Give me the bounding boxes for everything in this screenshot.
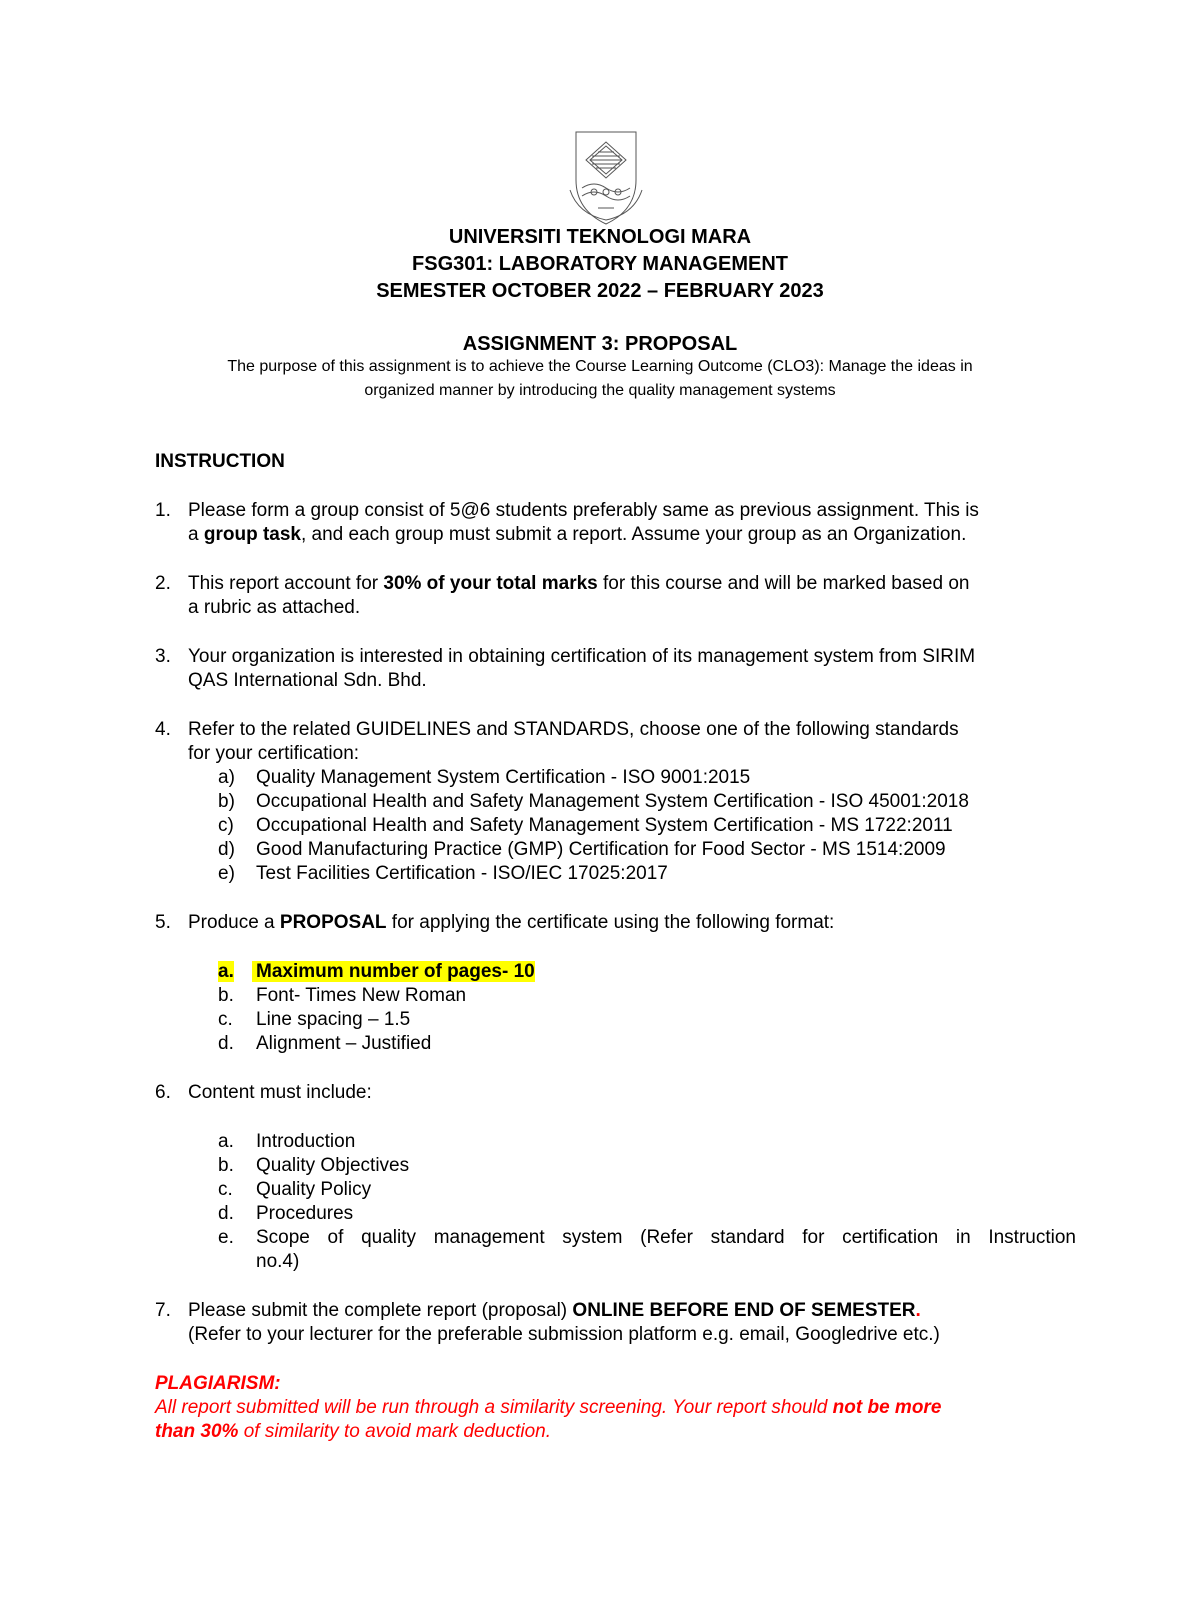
- course-title: FSG301: LABORATORY MANAGEMENT: [412, 253, 788, 275]
- item-7-line-2: (Refer to your lecturer for the preferable submission platform e.g. email, Googledrive etc.): [188, 1324, 940, 1345]
- item-6-sub-b-text: Quality Objectives: [256, 1155, 410, 1176]
- group-task-emphasis: group task: [203, 524, 301, 545]
- item-2-line-1: This report account for 30% of your total marks for this course and will be marked based on: [188, 573, 970, 594]
- item-6-sub-d-text: Procedures: [256, 1203, 354, 1224]
- item-5-line-1: Produce a PROPOSAL for applying the certificate using the following format:: [188, 912, 835, 933]
- item-2-number: 2.: [155, 573, 171, 594]
- item-4-sub-b-letter: b): [218, 791, 235, 812]
- item-4-sub-b-text: Occupational Health and Safety Management System Certification - ISO 45001:2018: [256, 791, 969, 812]
- item-4-sub-a-text: Quality Management System Certification - ISO 9001:2015: [256, 767, 751, 788]
- item-1-line-1: Please form a group consist of 5@6 students preferably same as previous assignment. This is: [188, 500, 979, 521]
- plagiarism-line-2: than 30% of similarity to avoid mark deduction.: [155, 1421, 551, 1442]
- item-6-sub-e-letter: e.: [218, 1227, 234, 1248]
- proposal-emphasis: PROPOSAL: [279, 912, 387, 933]
- item-4-line-1: Refer to the related GUIDELINES and STANDARDS, choose one of the following standards: [188, 719, 959, 740]
- item-6-sub-b-letter: b.: [218, 1155, 234, 1176]
- item-5-sub-c-text: Line spacing – 1.5: [256, 1009, 411, 1030]
- item-5-sub-d-letter: d.: [218, 1033, 234, 1054]
- item-1-line-2: a group task, and each group must submit a report. Assume your group as an Organization.: [188, 524, 967, 545]
- plagiarism-line-1: All report submitted will be run through a similarity screening. Your report should not be more: [155, 1397, 942, 1418]
- item-7-number: 7.: [155, 1300, 171, 1321]
- item-4-sub-e-letter: e): [218, 863, 235, 884]
- item-6-sub-d-letter: d.: [218, 1203, 234, 1224]
- item-5-sub-a-text: Maximum number of pages- 10: [256, 959, 1076, 984]
- plagiarism-heading: PLAGIARISM:: [155, 1373, 281, 1394]
- item-5-sub-b-letter: b.: [218, 985, 234, 1006]
- item-5-sub-b-text: Font- Times New Roman: [256, 985, 467, 1006]
- assignment-title: ASSIGNMENT 3: PROPOSAL: [462, 333, 738, 355]
- item-3-line-2: QAS International Sdn. Bhd.: [188, 670, 427, 691]
- purpose-line-2: organized manner by introducing the quality management systems: [364, 382, 836, 399]
- item-4-sub-c-letter: c): [218, 815, 234, 836]
- item-4-sub-a-letter: a): [218, 767, 235, 788]
- item-4-line-2: for your certification:: [188, 743, 360, 764]
- item-3-line-1: Your organization is interested in obtaining certification of its management system from SIRIM: [188, 646, 976, 667]
- item-6-sub-c-letter: c.: [218, 1179, 233, 1200]
- item-3-number: 3.: [155, 646, 171, 667]
- online-deadline-emphasis: ONLINE BEFORE END OF SEMESTER: [572, 1300, 916, 1321]
- item-5-sub-c-letter: c.: [218, 1009, 233, 1030]
- marks-emphasis: 30% of your total marks: [383, 573, 598, 594]
- item-1-number: 1.: [155, 500, 171, 521]
- university-name: UNIVERSITI TEKNOLOGI MARA: [448, 226, 752, 248]
- item-4-number: 4.: [155, 719, 171, 740]
- item-4-sub-e-text: Test Facilities Certification - ISO/IEC 17025:2017: [256, 863, 668, 884]
- item-6-sub-a-letter: a.: [218, 1131, 234, 1152]
- university-crest-logo: [568, 130, 644, 226]
- item-6-sub-e-text-cont: no.4): [256, 1251, 300, 1272]
- instruction-heading: INSTRUCTION: [155, 451, 285, 472]
- item-4-sub-c-text: Occupational Health and Safety Management System Certification - MS 1722:2011: [256, 815, 953, 836]
- purpose-line-1: The purpose of this assignment is to achieve the Course Learning Outcome (CLO3): Manage the ideas in: [227, 358, 973, 375]
- item-6-line-1: Content must include:: [188, 1082, 372, 1103]
- item-2-line-2: a rubric as attached.: [188, 597, 361, 618]
- item-6-sub-e-text: Scope of quality management system (Refer standard for certification in Instruction: [256, 1227, 1076, 1248]
- item-4-sub-d-letter: d): [218, 839, 235, 860]
- item-6-sub-c-text: Quality Policy: [256, 1179, 372, 1200]
- item-7-line-1: Please submit the complete report (proposal) ONLINE BEFORE END OF SEMESTER.: [188, 1300, 921, 1321]
- item-5-number: 5.: [155, 912, 171, 933]
- item-6-number: 6.: [155, 1082, 171, 1103]
- item-5-sub-d-text: Alignment – Justified: [256, 1033, 432, 1054]
- item-6-sub-a-text: Introduction: [256, 1131, 356, 1152]
- item-4-sub-d-text: Good Manufacturing Practice (GMP) Certification for Food Sector - MS 1514:2009: [256, 839, 946, 860]
- semester-title: SEMESTER OCTOBER 2022 – FEBRUARY 2023: [376, 280, 824, 302]
- item-5-sub-a-letter: a.: [218, 961, 234, 982]
